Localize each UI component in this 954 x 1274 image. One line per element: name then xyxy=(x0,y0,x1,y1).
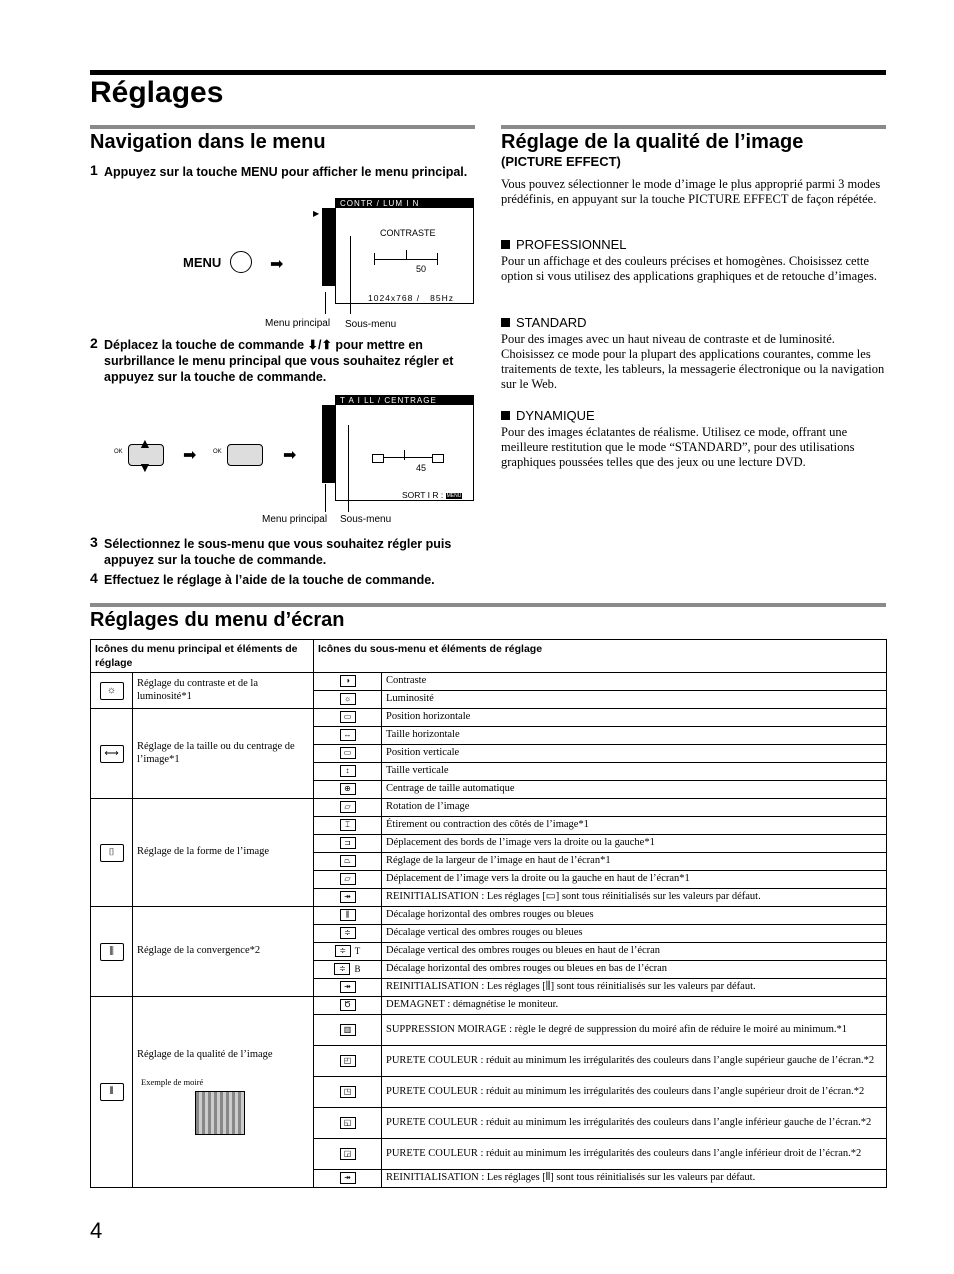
sub-item-text: Décalage vertical des ombres rouges ou bleues en haut de l’écran xyxy=(382,943,887,961)
moire-caption: Exemple de moiré xyxy=(141,1076,204,1087)
caption-line-sub xyxy=(350,236,351,314)
ok-label: OK xyxy=(213,449,222,455)
brightness-icon: ☼ xyxy=(340,693,356,705)
osd-exit xyxy=(402,490,462,500)
sub-icon-cell xyxy=(314,691,382,709)
contrast-icon: ◑ xyxy=(340,675,356,687)
caption-submenu: Sous-menu xyxy=(340,514,392,525)
sub-item-text: Décalage vertical des ombres rouges ou bleues xyxy=(382,925,887,943)
sub-item-text: PURETE COULEUR : réduit au minimum les irrégularités des couleurs dans l’angle inférieur gauche de l’écran.*2 xyxy=(382,1108,887,1139)
moire-example-monitor xyxy=(195,1091,245,1135)
step-2-number: 2 xyxy=(90,335,98,351)
header-main-icons: Icônes du menu principal et éléments de réglage xyxy=(91,640,314,673)
table-row xyxy=(91,673,887,691)
main-item-text: Réglage de la qualité de l’image xyxy=(137,1049,273,1060)
osd-settings-table xyxy=(90,639,887,1188)
table-row xyxy=(91,709,887,727)
caption-line-sub xyxy=(348,425,349,512)
sub-icon-cell xyxy=(314,835,382,853)
osd-slider-end-left xyxy=(372,454,384,463)
sub-icon-cell xyxy=(314,997,382,1015)
reset-icon: ↠ xyxy=(340,981,356,993)
v-size-icon: ↕ xyxy=(340,765,356,777)
degauss-icon: Ծ xyxy=(340,999,356,1011)
sub-item-text: Déplacement de l’image vers la droite ou la gauche en haut de l’écran*1 xyxy=(382,871,887,889)
sub-item-text: PURETE COULEUR : réduit au minimum les irrégularités des couleurs dans l’angle inférieur droit de l’écran.*2 xyxy=(382,1139,887,1170)
osd-slider-thumb xyxy=(406,250,407,260)
sub-item-text: Déplacement des bords de l’image vers la droite ou la gauche*1 xyxy=(382,835,887,853)
table-row xyxy=(91,799,887,817)
sun-icon: ☼ xyxy=(100,682,124,700)
sub-icon-cell xyxy=(314,781,382,799)
osd-slider-end-left xyxy=(374,253,375,265)
trapezoid-icon: ⏢ xyxy=(340,855,356,867)
main-icon-cell xyxy=(91,997,133,1188)
reset-icon: ↠ xyxy=(340,1172,356,1184)
caption-main-menu: Menu principal xyxy=(262,514,328,525)
pin-balance-icon: ⊐ xyxy=(340,837,356,849)
sub-icon-cell xyxy=(314,1108,382,1139)
sub-icon-cell xyxy=(314,745,382,763)
sub-item-text: SUPPRESSION MOIRAGE : règle le degré de suppression du moiré afin de réduire le moiré au minimum.*1 xyxy=(382,1015,887,1046)
sub-icon-cell xyxy=(314,961,382,979)
mode-dynamic-heading xyxy=(501,408,595,424)
sub-item-text: Position horizontale xyxy=(382,709,887,727)
mode-professional-heading xyxy=(501,237,627,253)
sub-icon-cell xyxy=(314,871,382,889)
sub-icon-cell xyxy=(314,925,382,943)
osd-value: 50 xyxy=(416,264,427,274)
purity-br-icon: ◲ xyxy=(340,1148,356,1160)
sub-icon-cell xyxy=(314,1077,382,1108)
bottom-conv-icon: ≑ xyxy=(334,963,350,975)
sub-icon-suffix: T xyxy=(354,945,361,956)
sub-item-text: Réglage de la largeur de l’image en haut de l’écran*1 xyxy=(382,853,887,871)
step-4 xyxy=(90,570,476,588)
step-1-text: Appuyez sur la touche MENU pour afficher le menu principal. xyxy=(104,165,468,179)
sub-item-text: Contraste xyxy=(382,673,887,691)
caption-line-main xyxy=(325,292,326,314)
osd-slider-track xyxy=(376,457,438,458)
main-item-text: Réglage du contraste et de la luminosité*1 xyxy=(137,678,258,702)
sub-icon-cell xyxy=(314,1046,382,1077)
sub-icon-cell xyxy=(314,709,382,727)
osd-exit-label: SORT I R : xyxy=(402,490,444,500)
main-item-text: Réglage de la forme de l’image xyxy=(137,846,270,858)
main-menu-icon-strip xyxy=(322,208,336,286)
sub-item-text: Centrage de taille automatique xyxy=(382,781,887,799)
size-icon: ⟷ xyxy=(100,745,124,763)
arrow-up-icon: ▲ xyxy=(138,435,152,451)
control-stick-press xyxy=(215,440,275,468)
quality-intro: Vous pouvez sélectionner le mode d’image le plus approprié parmi 3 modes prédéfinis, en appuyant sur la touche PICTURE EFFECT de façon répétée. xyxy=(501,177,881,206)
table-row xyxy=(91,997,887,1015)
h-size-icon: ↔ xyxy=(340,729,356,741)
title-rule xyxy=(90,70,886,75)
osd-slider-end-right xyxy=(432,454,444,463)
sub-item-text: REINITIALISATION : Les réglages [⫼] sont tous réinitialisés sur les valeurs par défaut. xyxy=(382,979,887,997)
sub-icon-cell xyxy=(314,979,382,997)
osd-value: 45 xyxy=(416,463,427,473)
main-item-label xyxy=(133,799,314,907)
sub-icon-cell xyxy=(314,889,382,907)
sub-item-text: Position verticale xyxy=(382,745,887,763)
main-icon-cell xyxy=(91,799,133,907)
sub-icon-cell xyxy=(314,1015,382,1046)
mode-standard-heading xyxy=(501,315,587,331)
quality-subtitle: (PICTURE EFFECT) xyxy=(501,154,621,169)
table-row xyxy=(91,907,887,925)
purity-tl-icon: ◰ xyxy=(340,1055,356,1067)
main-item-text: Réglage de la convergence*2 xyxy=(137,945,261,957)
sub-icon-cell xyxy=(314,1139,382,1170)
arrow-down-icon: ▼ xyxy=(138,459,152,475)
geometry-icon: ⌷ xyxy=(100,844,124,862)
navigation-title: Navigation dans le menu xyxy=(90,131,326,153)
pincushion-icon: ⌶ xyxy=(340,819,356,831)
table-header-row xyxy=(91,640,887,673)
step-3 xyxy=(90,534,469,568)
caption-submenu: Sous-menu xyxy=(345,319,397,330)
step-1-number: 1 xyxy=(90,162,98,178)
main-item-label xyxy=(133,673,314,709)
mode-professional-text: Pour un affichage et des couleurs précises et homogènes. Choisissez cette option si vous utilisez des applications graphiques et de retouche d’images. xyxy=(501,254,877,283)
sub-item-text: Luminosité xyxy=(382,691,887,709)
purity-bl-icon: ◱ xyxy=(340,1117,356,1129)
sub-icon-cell xyxy=(314,799,382,817)
sub-icon-suffix: B xyxy=(354,963,361,974)
sub-item-text: Décalage horizontal des ombres rouges ou bleues xyxy=(382,907,887,925)
step-1 xyxy=(90,162,469,180)
step-2 xyxy=(90,335,474,385)
section-rule xyxy=(90,125,475,129)
menu-button-icon[interactable] xyxy=(230,251,252,273)
h-position-icon: ▭ xyxy=(340,711,356,723)
osd-window xyxy=(335,395,474,501)
page-number: 4 xyxy=(90,1218,103,1243)
caption-line-main xyxy=(325,484,326,512)
sub-item-text: Décalage horizontal des ombres rouges ou bleues en bas de l’écran xyxy=(382,961,887,979)
v-conv-icon: ≑ xyxy=(340,927,356,939)
osd-exit-badge: MENU xyxy=(446,492,462,499)
quality-icon: ⫴ xyxy=(100,1083,124,1101)
sub-icon-cell xyxy=(314,907,382,925)
sub-item-text: PURETE COULEUR : réduit au minimum les irrégularités des couleurs dans l’angle supérieur droit de l’écran.*2 xyxy=(382,1077,887,1108)
step-3-number: 3 xyxy=(90,534,98,550)
osd-slider-thumb xyxy=(404,450,405,460)
rotation-icon: ▱ xyxy=(340,801,356,813)
sub-icon-cell xyxy=(314,1170,382,1188)
auto-center-icon: ⊕ xyxy=(340,783,356,795)
h-conv-icon: ⫼ xyxy=(340,909,356,921)
osd-figure-1 xyxy=(312,198,472,304)
caption-main-menu: Menu principal xyxy=(265,318,331,329)
pointer-icon: ▶ xyxy=(313,209,320,218)
sub-item-text: REINITIALISATION : Les réglages [▭] sont tous réinitialisés sur les valeurs par défaut. xyxy=(382,889,887,907)
sub-item-text: REINITIALISATION : Les réglages [⫴] sont tous réinitialisés sur les valeurs par défaut. xyxy=(382,1170,887,1188)
main-item-text: Réglage de la taille ou du centrage de l’image*1 xyxy=(137,741,295,765)
sub-icon-cell xyxy=(314,763,382,781)
sub-item-text: Étirement ou contraction des côtés de l’image*1 xyxy=(382,817,887,835)
sub-icon-cell xyxy=(314,817,382,835)
header-sub-icons: Icônes du sous-menu et éléments de réglage xyxy=(314,640,887,673)
sub-item-text: Taille horizontale xyxy=(382,727,887,745)
sub-icon-cell xyxy=(314,727,382,745)
ok-label: OK xyxy=(114,449,123,455)
page-title: Réglages xyxy=(90,76,224,109)
sub-icon-cell xyxy=(314,943,382,961)
osd-resolution: 1024x768 / 85Hz xyxy=(368,293,454,303)
main-icon-cell xyxy=(91,709,133,799)
mode-name: DYNAMIQUE xyxy=(516,408,595,423)
osd-title: T A I LL / CENTRAGE xyxy=(336,396,473,405)
screen-menu-title: Réglages du menu d’écran xyxy=(90,609,345,631)
mode-dynamic-text: Pour des images éclatantes de réalisme. Utilisez ce mode, offrant une meilleure restitution que le mode “STANDARD”, pour des utilisations graphiques poussées telles que des jeux ou une lecture DVD. xyxy=(501,425,855,469)
top-conv-icon: ≑ xyxy=(335,945,351,957)
step-4-number: 4 xyxy=(90,570,98,586)
main-item-label xyxy=(133,709,314,799)
arrow-right-icon: ➡ xyxy=(183,447,197,464)
osd-sub-label: CONTRASTE xyxy=(380,228,436,238)
sub-icon-cell xyxy=(314,673,382,691)
main-icon-cell xyxy=(91,907,133,997)
sub-item-text: PURETE COULEUR : réduit au minimum les irrégularités des couleurs dans l’angle supérieur gauche de l’écran.*2 xyxy=(382,1046,887,1077)
section-rule xyxy=(90,603,886,607)
mode-standard-text: Pour des images avec un haut niveau de contraste et de luminosité. Choisissez ce mode pour la plupart des applications courantes, comme les traitements de texte, les tableurs, la messagerie électronique ou la navigation sur le Web. xyxy=(501,332,885,391)
arrow-right-icon: ➡ xyxy=(270,256,284,273)
v-position-icon: ▭ xyxy=(340,747,356,759)
mode-name: STANDARD xyxy=(516,315,587,330)
convergence-icon: ⫼ xyxy=(100,943,124,961)
main-icon-cell xyxy=(91,673,133,709)
sub-item-text: DEMAGNET : démagnétise le moniteur. xyxy=(382,997,887,1015)
osd-window xyxy=(335,198,474,304)
osd-title: CONTR / LUM I N xyxy=(336,199,473,208)
step-4-text: Effectuez le réglage à l’aide de la touche de commande. xyxy=(104,573,435,587)
moire-icon: ▥ xyxy=(340,1024,356,1036)
main-item-label xyxy=(133,997,314,1188)
arrow-right-icon: ➡ xyxy=(283,447,297,464)
step-2-text: Déplacez la touche de commande ⬇/⬆ pour mettre en surbrillance le menu principal que vous souhaitez régler et appuyez sur la touche de commande. xyxy=(104,338,454,384)
parallelogram-icon: ▱ xyxy=(340,873,356,885)
step-3-text: Sélectionnez le sous-menu que vous souhaitez régler puis appuyez sur la touche de commande. xyxy=(104,537,452,567)
purity-tr-icon: ◳ xyxy=(340,1086,356,1098)
sub-item-text: Taille verticale xyxy=(382,763,887,781)
section-rule xyxy=(501,125,886,129)
main-item-label xyxy=(133,907,314,997)
control-stick-updown xyxy=(114,435,171,475)
osd-figure-2 xyxy=(312,395,472,501)
reset-icon: ↠ xyxy=(340,891,356,903)
osd-slider-end-right xyxy=(437,253,438,265)
main-menu-icon-strip xyxy=(322,405,336,483)
menu-button-label: MENU xyxy=(183,255,222,270)
sub-item-text: Rotation de l’image xyxy=(382,799,887,817)
sub-icon-cell xyxy=(314,853,382,871)
quality-title: Réglage de la qualité de l’image xyxy=(501,131,804,153)
mode-name: PROFESSIONNEL xyxy=(516,237,627,252)
